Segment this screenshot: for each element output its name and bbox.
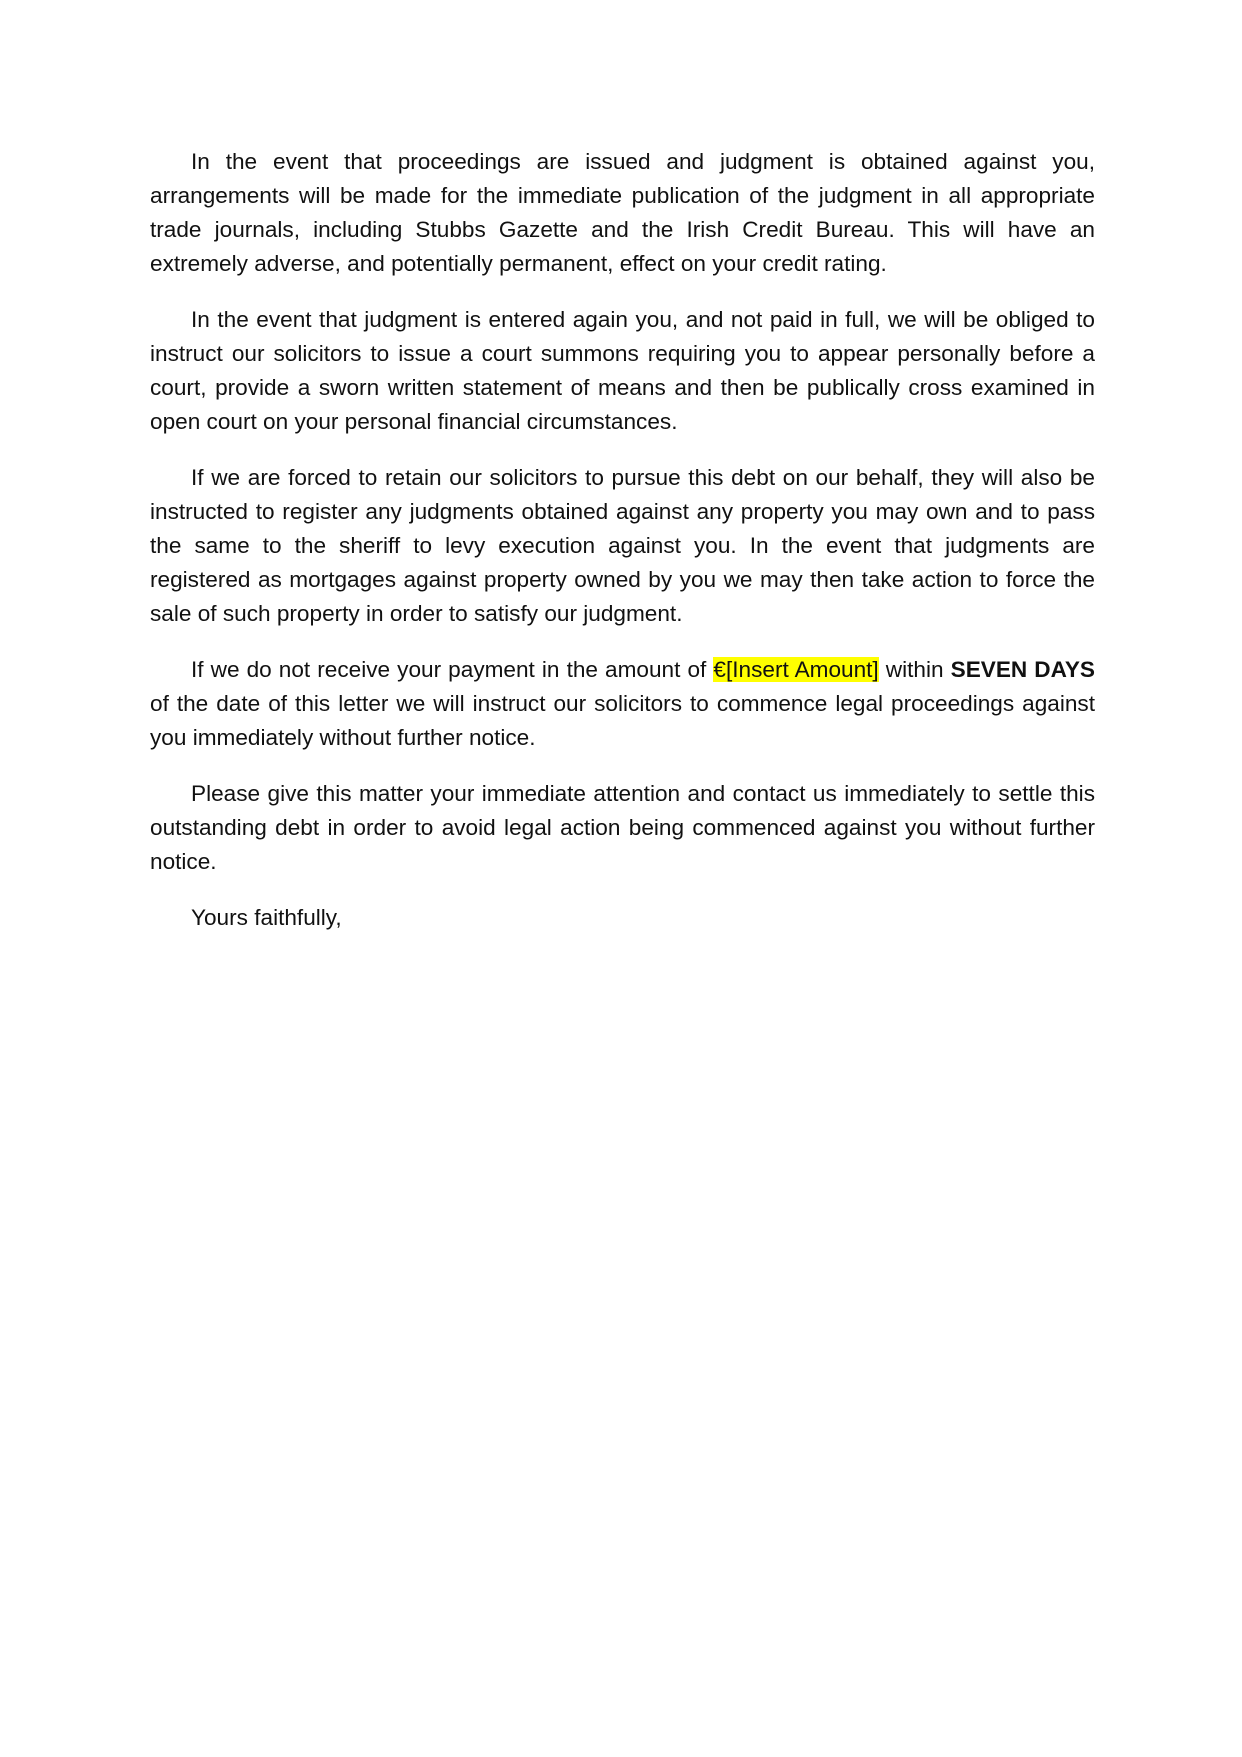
letter-body — [150, 145, 1095, 957]
payment-demand-text-end: of the date of this letter we will instruct our solicitors to commence legal proceedings against you immediately without further notice. — [150, 691, 1095, 750]
deadline-emphasis: SEVEN DAYS — [950, 657, 1095, 682]
paragraph-publication-of-judgment: In the event that proceedings are issued and judgment is obtained against you, arrangements will be made for the immediate publication of the judgment in all appropriate trade journals, including Stubbs Gazette and the Irish Credit Bureau. This will have an extremely adverse, and potentially permanent, effect on your credit rating. — [150, 149, 1095, 276]
paragraph-payment-demand — [150, 653, 1095, 755]
paragraph-register-judgments: If we are forced to retain our solicitors to pursue this debt on our behalf, they will also be instructed to register any judgments obtained against any property you may own and to pass the same to the sheriff to levy execution against you. In the event that judgments are registered as mortgages against property owned by you we may then take action to force the sale of such property in order to satisfy our judgment. — [150, 465, 1095, 626]
amount-placeholder-highlight: €[Insert Amount] — [713, 657, 879, 682]
payment-demand-text-within: within — [878, 657, 951, 682]
payment-demand-text-start: If we do not receive your payment in the amount of — [191, 657, 714, 682]
closing-salutation: Yours faithfully, — [191, 905, 342, 930]
paragraph-request-attention: Please give this matter your immediate attention and contact us immediately to settle this outstanding debt in order to avoid legal action being commenced against you without further notice. — [150, 781, 1095, 874]
paragraph-court-summons: In the event that judgment is entered again you, and not paid in full, we will be obliged to instruct our solicitors to issue a court summons requiring you to appear personally before a court, provide a sworn written statement of means and then be publically cross examined in open court on your personal financial circumstances. — [150, 307, 1095, 434]
